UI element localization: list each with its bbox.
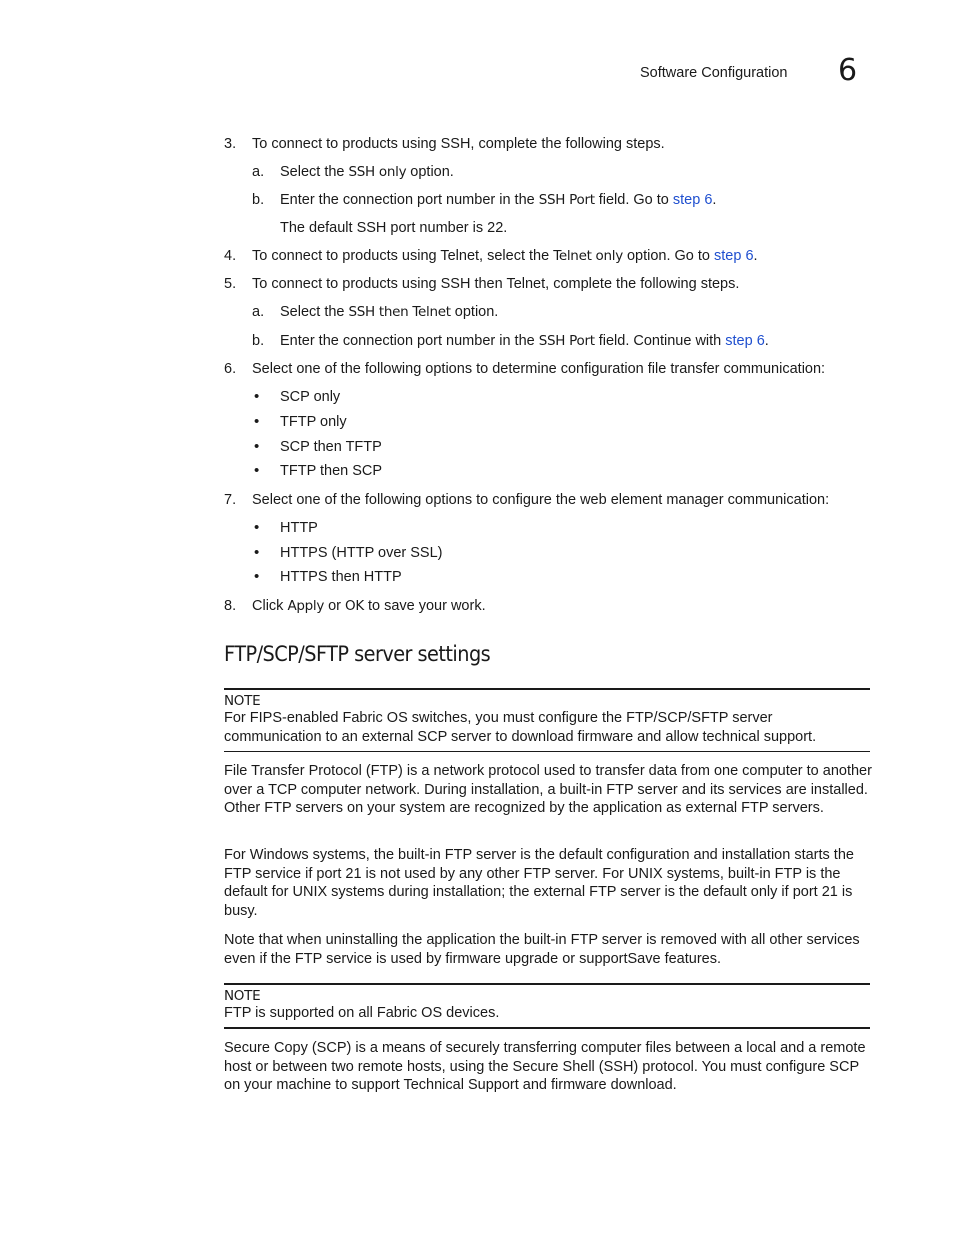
ui-term: SSH Port xyxy=(538,192,595,208)
step-number: 5. xyxy=(224,276,237,292)
note-top-rule xyxy=(224,983,870,985)
running-header: Software Configuration xyxy=(640,65,788,81)
step-text: Select one of the following options to configure the web element manager communication: xyxy=(252,492,830,508)
step-number: 3. xyxy=(224,136,237,152)
step-number: 7. xyxy=(224,492,237,508)
ui-term: SSH then Telnet xyxy=(348,304,451,320)
substep-label: b. xyxy=(252,192,265,208)
option-item: HTTP xyxy=(280,520,318,536)
substep-label: a. xyxy=(252,304,265,320)
paragraph: File Transfer Protocol (FTP) is a network protocol used to transfer data from one computer to another over a TCP computer network. During installation, a built-in FTP server and its services are installed. Other FTP servers on your system are recognized by the application as external FTP servers. xyxy=(224,763,872,817)
step-text: To connect to products using SSH, complete the following steps. xyxy=(252,136,665,152)
step-text: To connect to products using SSH then Telnet, complete the following steps. xyxy=(252,276,740,292)
option-item: SCP then TFTP xyxy=(280,439,382,455)
step-number: 4. xyxy=(224,248,237,264)
step-number: 8. xyxy=(224,598,237,614)
bullet: • xyxy=(254,413,260,430)
substep-text: Enter the connection port number in the SSH Port field. Go to step 6. xyxy=(280,192,717,208)
paragraph: Note that when uninstalling the application the built-in FTP server is removed with all other services even if the FTP service is used by firmware upgrade or supportSave features. xyxy=(224,932,860,967)
note-text: For FIPS-enabled Fabric OS switches, you must configure the FTP/SCP/SFTP server communication to an external SCP server to download firmware and allow technical support. xyxy=(224,710,817,745)
note-text: FTP is supported on all Fabric OS devices. xyxy=(224,1005,500,1021)
note-label: NOTE xyxy=(224,693,261,709)
ui-term: Telnet only xyxy=(553,248,623,264)
note-label: NOTE xyxy=(224,988,261,1004)
ui-term: SSH Port xyxy=(538,333,595,349)
option-item: HTTPS (HTTP over SSL) xyxy=(280,545,443,561)
substep-note: The default SSH port number is 22. xyxy=(280,220,508,236)
bullet: • xyxy=(254,438,260,455)
paragraph: Secure Copy (SCP) is a means of securely transferring computer files between a local and a remote host or between two remote hosts, using the Secure Shell (SSH) protocol. You must configure SCP on your machine to support Technical Support and firmware download. xyxy=(224,1040,866,1094)
bullet: • xyxy=(254,519,260,536)
section-heading: FTP/SCP/SFTP server settings xyxy=(224,642,491,666)
substep-text: Select the SSH then Telnet option. xyxy=(280,304,499,320)
substep-text: Select the SSH only option. xyxy=(280,164,454,180)
step-6-link[interactable]: step 6 xyxy=(714,248,754,264)
option-item: TFTP only xyxy=(280,414,347,430)
bullet: • xyxy=(254,388,260,405)
note-top-rule xyxy=(224,688,870,690)
option-item: TFTP then SCP xyxy=(280,463,383,479)
step-6-link[interactable]: step 6 xyxy=(725,333,765,349)
bullet: • xyxy=(254,462,260,479)
paragraph: For Windows systems, the built-in FTP server is the default configuration and installation starts the FTP service if port 21 is not used by any other FTP server. For UNIX systems, built-in FTP is the default for UNIX systems during installation; the external FTP server is the default only if port 21 is busy. xyxy=(224,847,854,920)
substep-label: b. xyxy=(252,333,265,349)
ui-term: Apply xyxy=(287,598,325,614)
option-item: HTTPS then HTTP xyxy=(280,569,402,585)
note-bottom-rule xyxy=(224,751,870,752)
chapter-number: 6 xyxy=(838,53,858,88)
ui-term: SSH only xyxy=(348,164,407,180)
step-6-link[interactable]: step 6 xyxy=(672,192,713,208)
step-text: To connect to products using Telnet, select the Telnet only option. Go to step 6. xyxy=(252,248,758,264)
bullet: • xyxy=(254,544,260,561)
step-text: Click Apply or OK to save your work. xyxy=(252,598,486,614)
substep-label: a. xyxy=(252,164,265,180)
note-bottom-rule xyxy=(224,1027,870,1029)
option-item: SCP only xyxy=(280,389,341,405)
substep-text: Enter the connection port number in the SSH Port field. Continue with step 6. xyxy=(280,333,769,349)
step-number: 6. xyxy=(224,361,237,377)
step-text: Select one of the following options to determine configuration file transfer communication: xyxy=(252,361,826,377)
bullet: • xyxy=(254,568,260,585)
ui-term: OK xyxy=(345,598,364,614)
